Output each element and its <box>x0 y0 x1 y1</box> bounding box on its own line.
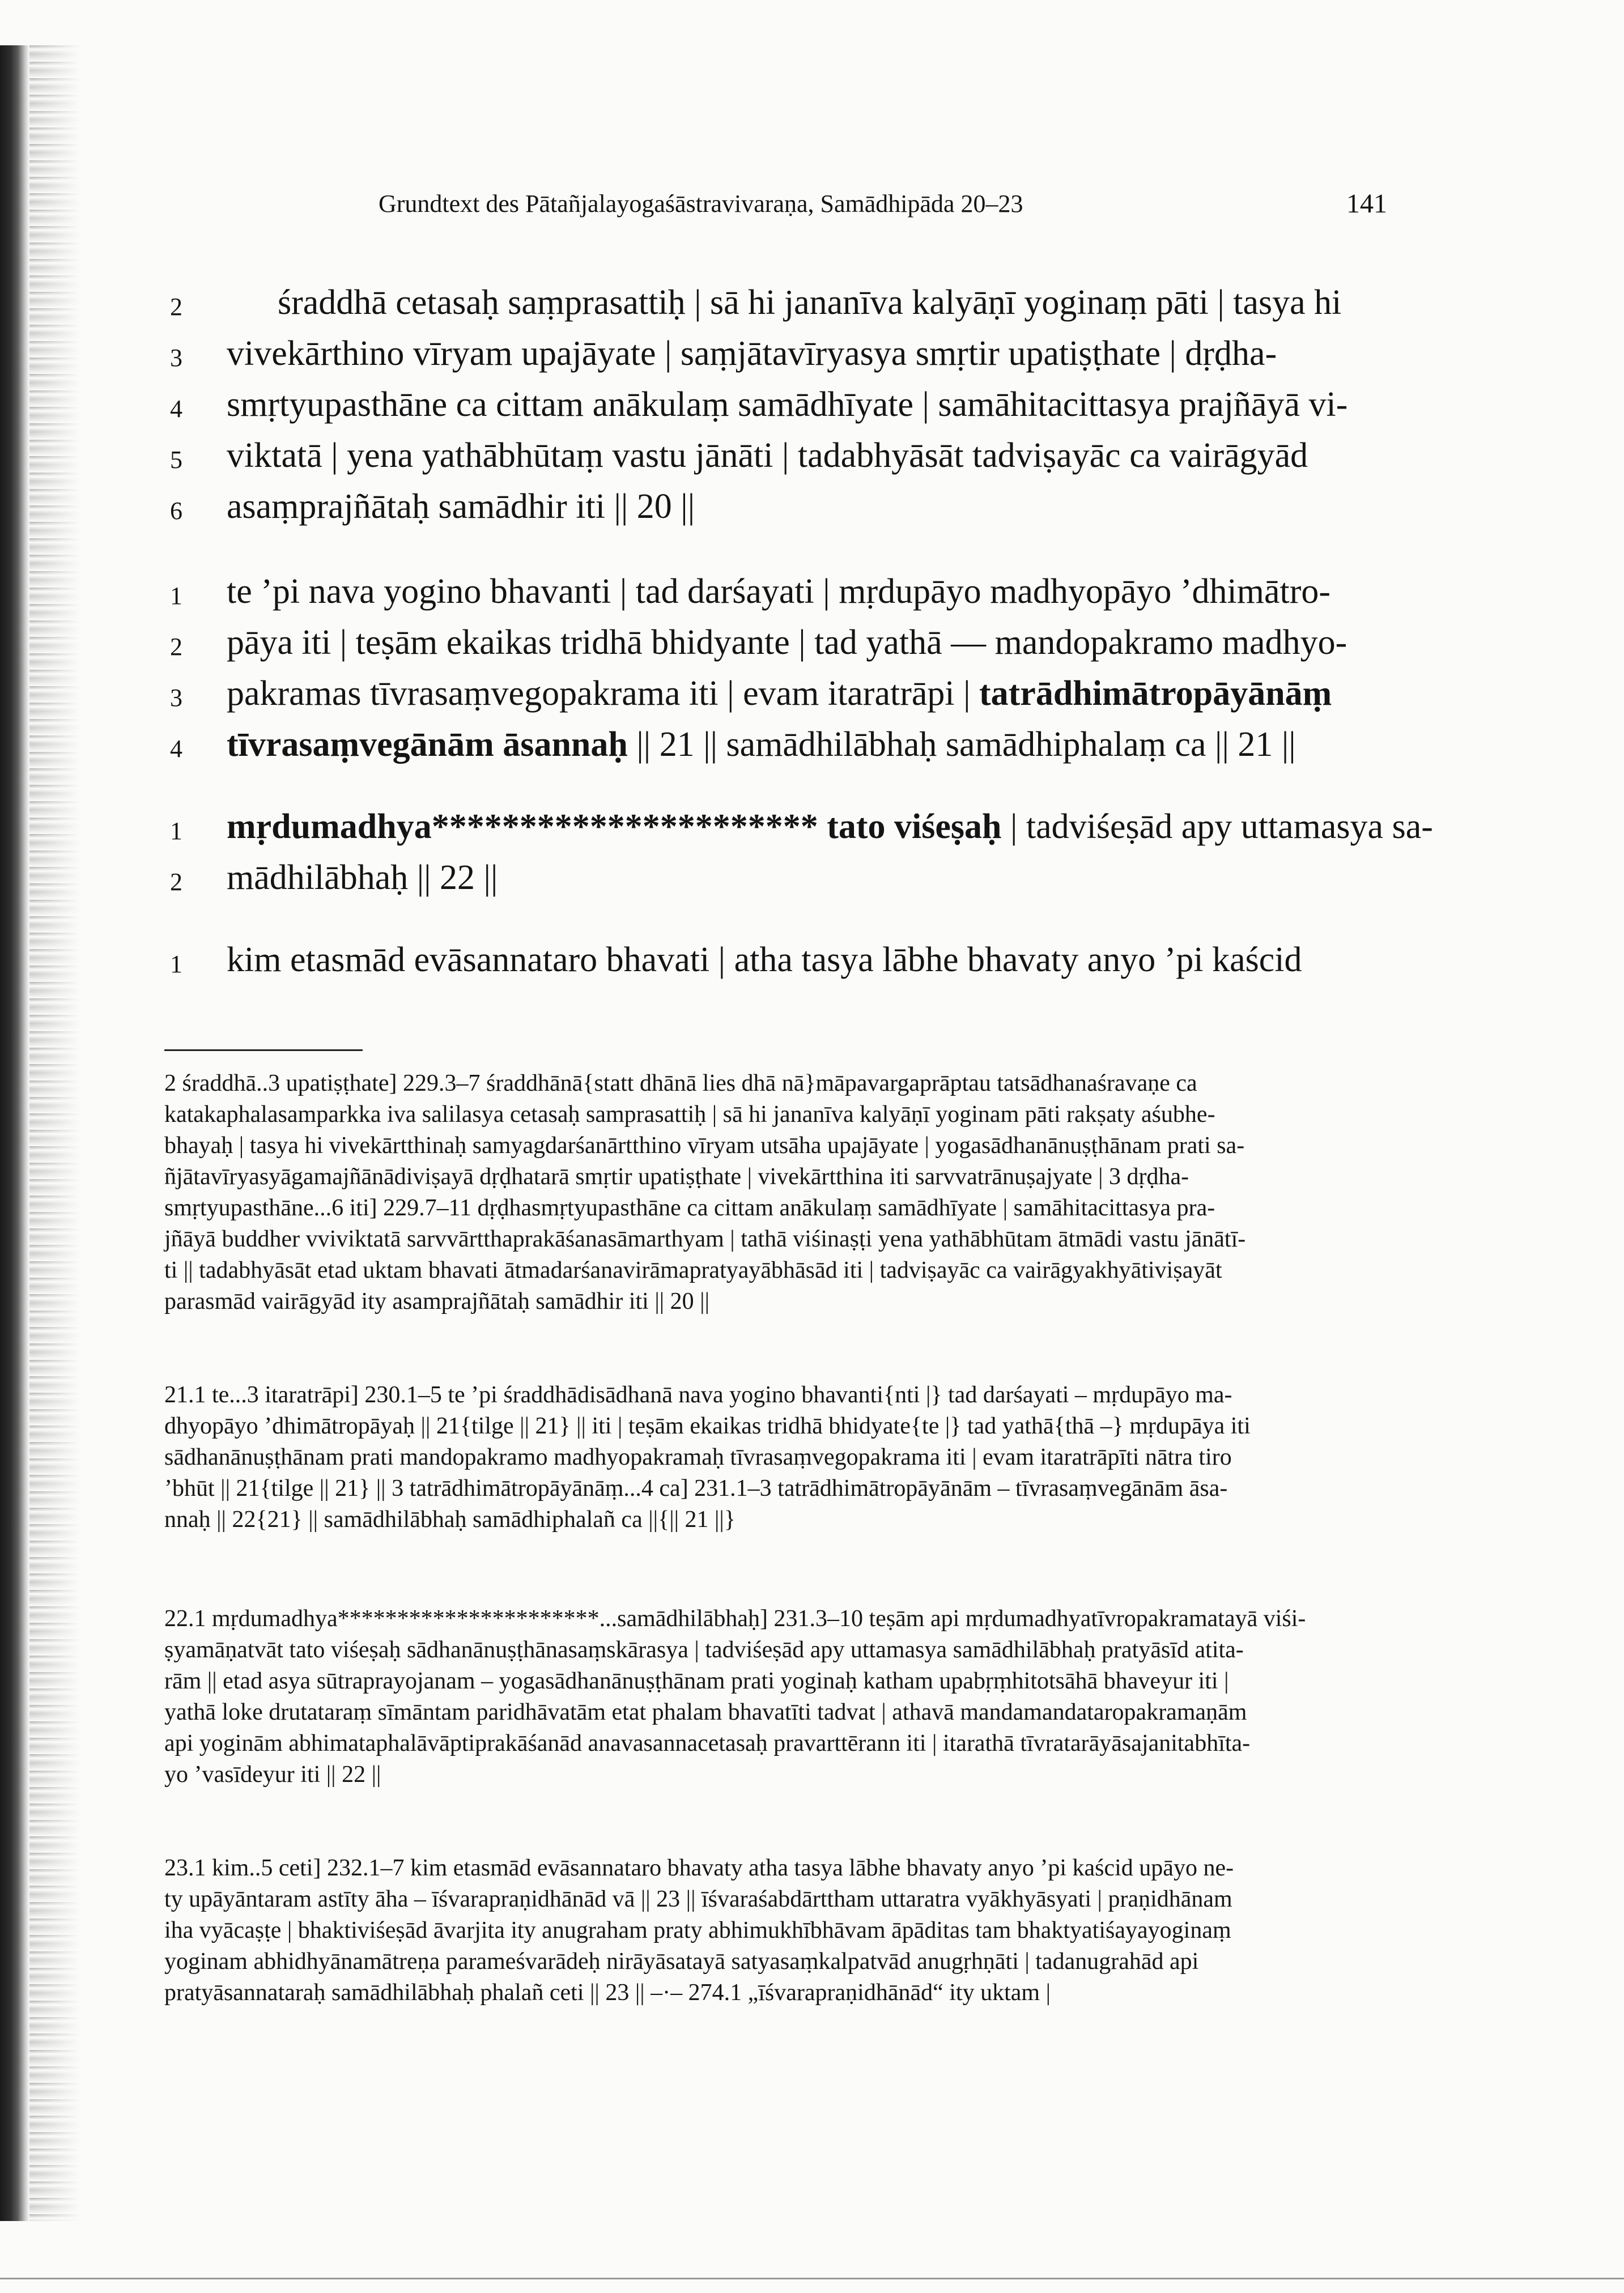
apparatus-line: ty upāyāntaram astīty āha – īśvarapraṇidhānād vā || 23 || īśvaraśabdārttham uttaratra vyākhyāsyati | praṇidhānam <box>164 1886 1232 1912</box>
line-number: 1 <box>170 950 182 978</box>
apparatus-line: jñāyā buddher vviviktatā sarvvārtthaprakāśanasāmarthyam | tathā viśinaṣṭi yena yathābhūtam ātmādi vastu jānātī- <box>164 1226 1246 1252</box>
scan-edge-texture <box>29 45 80 2221</box>
line-text-plain: || 21 || samādhilābhaḥ samādhiphalaṃ ca || 21 || <box>627 725 1296 764</box>
text-line <box>170 802 1433 852</box>
line-text-plain: | tadviśeṣād apy uttamasya sa- <box>1001 807 1433 846</box>
text-line <box>170 431 1405 480</box>
apparatus-line: yathā loke drutataraṃ sīmāntam paridhāvatām etat phalam bhavatīti tadvat | athavā mandamandataropakramaṇām <box>164 1699 1247 1725</box>
apparatus-line: parasmād vairāgyād ity asamprajñātaḥ samādhir iti || 20 || <box>164 1288 709 1314</box>
text-line <box>170 482 1405 531</box>
line-number: 3 <box>170 684 182 712</box>
line-number: 1 <box>170 817 182 845</box>
apparatus-line: yoginam abhidhyānamātreṇa parameśvarādeḥ nirāyāsatayā satyasaṃkalpatvād anugṛhṇāti | tadanugrahād api <box>164 1949 1199 1975</box>
line-number: 6 <box>170 497 182 525</box>
line-text <box>227 720 1296 769</box>
line-number: 2 <box>170 868 182 896</box>
line-number: 1 <box>170 582 182 610</box>
apparatus-line: ṣyamāṇatvāt tato viśeṣaḥ sādhanānuṣṭhānasaṃskārasya | tadviśeṣād apy uttamasya samādhilābhaḥ pratyāsīd atita- <box>164 1637 1244 1663</box>
text-line <box>170 720 1405 769</box>
apparatus-note-22 <box>164 1603 1411 1790</box>
scan-bottom-edge <box>0 2278 1624 2279</box>
line-text: vivekārthino vīryam upajāyate | saṃjātavīryasya smṛtir upatiṣṭhate | dṛḍha- <box>227 334 1277 373</box>
line-text: pāya iti | teṣām ekaikas tridhā bhidyante | tad yathā — mandopakramo madhyo- <box>227 623 1347 662</box>
apparatus-line: katakaphalasamparkka iva salilasya cetasaḥ samprasattiḥ | sā hi jananīva kalyāṇī yoginam pāti rakṣaty aśubhe- <box>164 1101 1215 1128</box>
line-number: 5 <box>170 446 182 474</box>
apparatus-line: pratyāsannataraḥ samādhilābhaḥ phalañ ceti || 23 || –·– 274.1 „īśvarapraṇidhānād“ ity uktam | <box>164 1980 1051 2006</box>
text-line <box>170 380 1405 429</box>
apparatus-line: 21.1 te...3 itaratrāpi] 230.1–5 te ’pi śraddhādisādhanā nava yogino bhavanti{nti |} tad darśayati – mṛdupāyo ma- <box>164 1382 1232 1408</box>
page-number: 141 <box>1346 189 1387 219</box>
text-line <box>170 278 1405 327</box>
running-head-title: Grundtext des Pātañjalayogaśāstravivaraṇa, Samādhipāda 20–23 <box>379 190 1023 218</box>
apparatus-note-23 <box>164 1853 1411 2009</box>
apparatus-line: yo ’vasīdeyur iti || 22 || <box>164 1762 381 1788</box>
apparatus-line: 23.1 kim..5 ceti] 232.1–7 kim etasmād evāsannataro bhavaty atha tasya lābhe bhavaty anyo ’pi kaścid upāyo ne- <box>164 1855 1234 1881</box>
apparatus-line: dhyopāyo ’dhimātropāyaḥ || 21{tilge || 21} || iti | teṣām ekaikas tridhā bhidyate{te |} tad yathā{thā –} mṛdupāya iti <box>164 1413 1251 1439</box>
apparatus-line: 2 śraddhā..3 upatiṣṭhate] 229.3–7 śraddhānā{statt dhānā lies dhā nā}māpavargaprāptau tatsādhanaśravaṇe ca <box>164 1070 1197 1096</box>
footnote-rule <box>164 1049 363 1051</box>
line-number: 4 <box>170 395 182 423</box>
apparatus-line: ñjātavīryasyāgamajñānādiviṣayā dṛḍhatarā smṛtir upatiṣṭhate | vivekārtthina iti sarvvatrānuṣajyate | 3 dṛḍha- <box>164 1164 1189 1190</box>
line-text <box>227 802 1433 852</box>
line-text <box>227 669 1332 718</box>
line-text: asaṃprajñātaḥ samādhir iti || 20 || <box>227 487 695 526</box>
line-text: mādhilābhaḥ || 22 || <box>227 858 498 897</box>
line-text: smṛtyupasthāne ca cittam anākulaṃ samādhīyate | samāhitacittasya prajñāyā vi- <box>227 385 1348 424</box>
running-head <box>379 187 1387 221</box>
sutra-text: tatrādhimātropāyānāṃ <box>979 674 1332 713</box>
line-text: śraddhā cetasaḥ saṃprasattiḥ | sā hi jananīva kalyāṇī yoginaṃ pāti | tasya hi <box>278 283 1342 322</box>
line-text: te ’pi nava yogino bhavanti | tad darśayati | mṛdupāyo madhyopāyo ’dhimātro- <box>227 572 1331 611</box>
scan-binding-shadow <box>0 45 29 2221</box>
text-line <box>170 935 1405 985</box>
text-line <box>170 618 1405 667</box>
apparatus-note-21 <box>164 1380 1411 1535</box>
sutra-text: mṛdumadhya********************** tato viśeṣaḥ <box>227 807 1002 846</box>
apparatus-note-20 <box>164 1068 1411 1317</box>
apparatus-line: 22.1 mṛdumadhya**********************...samādhilābhaḥ] 231.3–10 teṣām api mṛdumadhyatīvropakramatayā viśi- <box>164 1606 1306 1632</box>
apparatus-line: smṛtyupasthāne...6 iti] 229.7–11 dṛḍhasmṛtyupasthāne ca cittam anākulaṃ samādhīyate | samāhitacittasya pra- <box>164 1195 1215 1221</box>
apparatus-line: ’bhūt || 21{tilge || 21} || 3 tatrādhimātropāyānāṃ...4 ca] 231.1–3 tatrādhimātropāyānām – tīvrasaṃvegānām āsa- <box>164 1475 1228 1501</box>
apparatus-line: iha vyācaṣṭe | bhaktiviśeṣād āvarjita ity anugraham praty abhimukhībhāvam āpāditas tam bhaktyatiśayayoginaṃ <box>164 1917 1231 1943</box>
line-number: 2 <box>170 633 182 661</box>
apparatus-line: bhayaḥ | tasya hi vivekārtthinaḥ samyagdarśanārtthino vīryam utsāha upajāyate | yogasādhanānuṣṭhānam prati sa- <box>164 1133 1245 1159</box>
text-line <box>170 567 1405 616</box>
apparatus-line: ti || tadabhyāsāt etad uktam bhavati ātmadarśanavirāmapratyayābhāsād iti | tadviṣayāc ca vairāgyakhyātiviṣayāt <box>164 1257 1222 1283</box>
line-number: 4 <box>170 735 182 763</box>
apparatus-line: nnaḥ || 22{21} || samādhilābhaḥ samādhiphalañ ca ||{|| 21 ||} <box>164 1507 736 1533</box>
line-number: 3 <box>170 344 182 372</box>
apparatus-line: rām || etad asya sūtraprayojanam – yogasādhanānuṣṭhānam prati yoginaḥ katham upabṛṃhitotsāhā bhaveyur iti | <box>164 1668 1229 1694</box>
line-number: 2 <box>170 293 182 321</box>
apparatus-line: sādhanānuṣṭhānam prati mandopakramo madhyopakramaḥ tīvrasaṃvegopakrama iti | evam itaratrāpīti nātra tiro <box>164 1444 1232 1470</box>
text-line <box>170 853 1405 903</box>
line-text: viktatā | yena yathābhūtaṃ vastu jānāti | tadabhyāsāt tadviṣayāc ca vairāgyād <box>227 436 1308 475</box>
text-line <box>170 329 1405 378</box>
text-line <box>170 669 1405 718</box>
line-text: kim etasmād evāsannataro bhavati | atha tasya lābhe bhavaty anyo ’pi kaścid <box>227 941 1302 979</box>
apparatus-line: api yoginām abhimataphalāvāptiprakāśanād anavasannacetasaḥ pravarttērann iti | itarathā tīvratarāyāsajanitabhīta- <box>164 1730 1251 1756</box>
line-text-plain: pakramas tīvrasaṃvegopakrama iti | evam itaratrāpi | <box>227 674 980 713</box>
sutra-text: tīvrasaṃvegānām āsannaḥ <box>227 725 628 764</box>
